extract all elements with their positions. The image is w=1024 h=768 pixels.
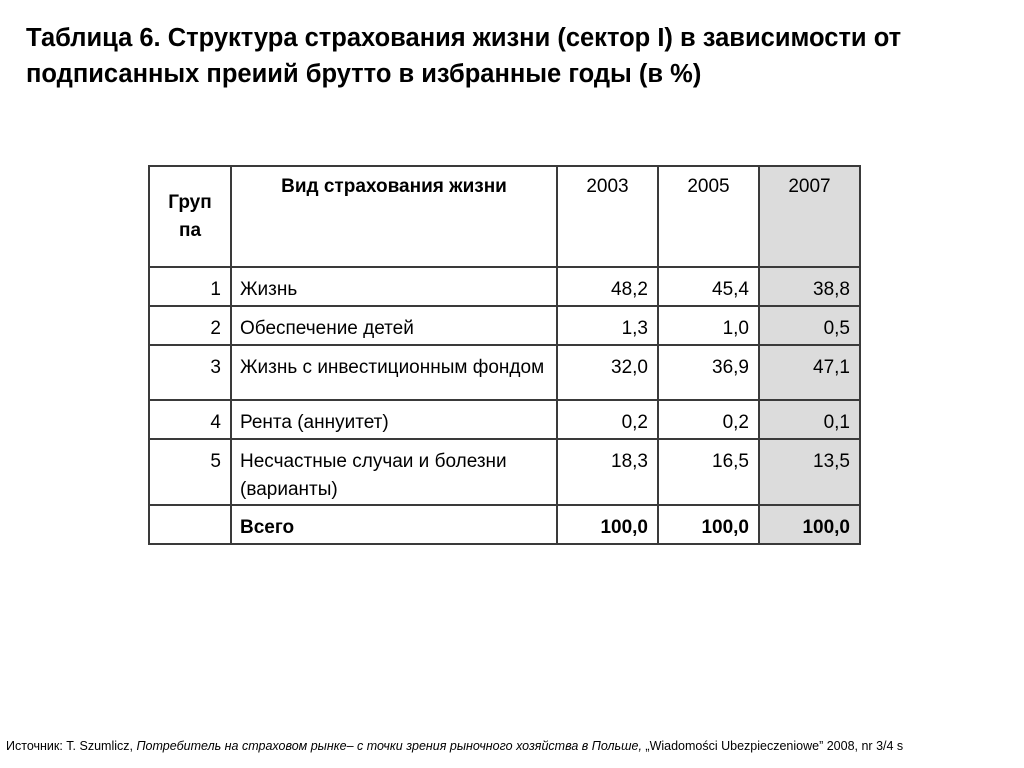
type-cell: Несчастные случаи и болезни (варианты)	[231, 439, 557, 505]
source-prefix: Источник: T. Szumlicz,	[6, 739, 137, 753]
value-2005: 16,5	[658, 439, 759, 505]
value-2007: 47,1	[759, 345, 860, 400]
total-group-cell	[149, 505, 231, 544]
table-row	[149, 400, 860, 439]
value-2003: 18,3	[557, 439, 658, 505]
table-total-row	[149, 505, 860, 544]
total-2005: 100,0	[658, 505, 759, 544]
header-group-line1: Груп	[168, 191, 212, 213]
total-label: Всего	[231, 505, 557, 544]
value-2003: 32,0	[557, 345, 658, 400]
type-cell: Жизнь с инвестиционным фондом	[231, 345, 557, 400]
value-2007: 0,1	[759, 400, 860, 439]
header-insurance-type: Вид страхования жизни	[231, 166, 557, 267]
header-2003: 2003	[557, 166, 658, 267]
source-suffix: „Wiadomości Ubezpieczeniowe” 2008, nr 3/4 s	[641, 739, 904, 753]
header-group	[149, 166, 231, 267]
type-cell: Жизнь	[231, 267, 557, 306]
source-title: Потребитель на страховом рынке– с точки зрения рыночного хозяйства в Польше,	[136, 739, 642, 753]
value-2007: 0,5	[759, 306, 860, 345]
source-note	[6, 737, 1024, 755]
total-2007: 100,0	[759, 505, 860, 544]
type-cell: Рента (аннуитет)	[231, 400, 557, 439]
value-2005: 1,0	[658, 306, 759, 345]
table-header-row	[149, 166, 860, 267]
value-2005: 45,4	[658, 267, 759, 306]
group-cell: 4	[149, 400, 231, 439]
value-2003: 1,3	[557, 306, 658, 345]
group-cell: 5	[149, 439, 231, 505]
header-2007: 2007	[759, 166, 860, 267]
table-row	[149, 306, 860, 345]
type-cell: Обеспечение детей	[231, 306, 557, 345]
table-row	[149, 439, 860, 505]
value-2005: 0,2	[658, 400, 759, 439]
value-2003: 0,2	[557, 400, 658, 439]
value-2005: 36,9	[658, 345, 759, 400]
header-2005: 2005	[658, 166, 759, 267]
table-row	[149, 345, 860, 400]
table-row	[149, 267, 860, 306]
value-2007: 38,8	[759, 267, 860, 306]
value-2007: 13,5	[759, 439, 860, 505]
group-cell: 1	[149, 267, 231, 306]
header-group-line2: па	[178, 219, 202, 241]
slide-title: Таблица 6. Структура страхования жизни (сектор I) в зависимости от подписанных преиий брутто в избранные годы (в %)	[26, 24, 902, 88]
insurance-structure-table	[148, 165, 861, 545]
group-cell: 2	[149, 306, 231, 345]
group-cell: 3	[149, 345, 231, 400]
value-2003: 48,2	[557, 267, 658, 306]
total-2003: 100,0	[557, 505, 658, 544]
